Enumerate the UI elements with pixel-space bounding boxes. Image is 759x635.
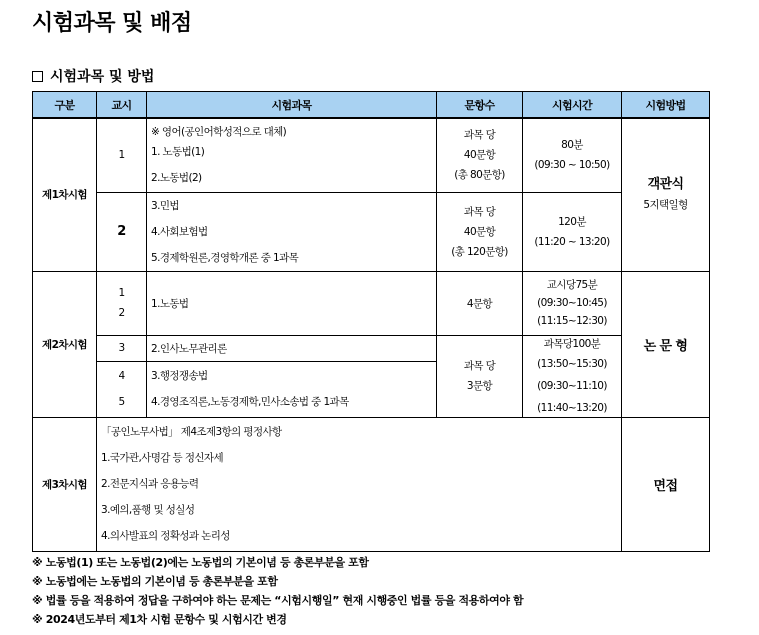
round2-subjects-3-4: 3.행정쟁송법 4.경영조직론,노동경제학,민사소송법 중 1과목 xyxy=(147,361,437,417)
header-time: 시험시간 xyxy=(523,92,622,119)
round1-label: 제1차시험 xyxy=(33,118,97,271)
section-title: 시험과목 및 방법 xyxy=(50,69,155,85)
round2-time-1: 교시당75분 (09:30~10:45) (11:15~12:30) xyxy=(523,271,622,335)
round2-time-rest: 과목당100분 (13:50~15:30) (09:30~11:10) (11:40~13:20) xyxy=(523,335,622,417)
page-title: 시험과목 및 배점 xyxy=(32,11,192,36)
table-row xyxy=(33,417,710,551)
exam-table xyxy=(32,91,710,552)
note-2: ※ 노동법에는 노동법의 기본이념 등 총론부분을 포함 xyxy=(32,575,278,588)
round1-period2-time: 120분 (11:20 ~ 13:20) xyxy=(523,192,622,271)
note-3: ※ 법률 등을 적용하여 정답을 구하여야 하는 문제는 “시험시행일” 현재 시행중인 법률 등을 적용하여야 함 xyxy=(32,594,524,607)
round3-method: 면접 xyxy=(622,417,710,551)
round2-subject-1: 1.노동법 xyxy=(147,271,437,335)
round2-subject-2: 2.인사노무관리론 xyxy=(147,335,437,361)
round1-method: 객관식 5지택일형 xyxy=(622,118,710,271)
table-header-row xyxy=(33,92,710,119)
round1-period1-count: 과목 당 40문항 (총 80문항) xyxy=(437,118,523,192)
header-period: 교시 xyxy=(97,92,147,119)
square-bullet-icon xyxy=(32,71,43,82)
round3-label: 제3차시험 xyxy=(33,417,97,551)
round1-period2-count: 과목 당 40문항 (총 120문항) xyxy=(437,192,523,271)
note-1: ※ 노동법(1) 또는 노동법(2)에는 노동법의 기본이념 등 총론부분을 포함 xyxy=(32,556,369,569)
round3-criteria: 「공인노무사법」 제4조제3항의 평정사항 1.국가관,사명감 등 정신자세 2.전문지식과 응용능력 3.예의,품행 및 성실성 4.의사발표의 정확성과 논리성 xyxy=(97,417,622,551)
header-method: 시험방법 xyxy=(622,92,710,119)
round2-label: 제2차시험 xyxy=(33,271,97,417)
table-row xyxy=(33,271,710,335)
header-subject: 시험과목 xyxy=(147,92,437,119)
note-4: ※ 2024년도부터 제1차 시험 문항수 및 시험시간 변경 xyxy=(32,613,287,626)
round1-period1-time: 80분 (09:30 ~ 10:50) xyxy=(523,118,622,192)
section-heading xyxy=(32,66,154,86)
round2-method: 논 문 형 xyxy=(622,271,710,417)
table-row xyxy=(33,118,710,192)
table-row xyxy=(33,192,710,271)
round2-count-rest: 과목 당 3문항 xyxy=(437,335,523,417)
table-row xyxy=(33,335,710,361)
header-count: 문항수 xyxy=(437,92,523,119)
round1-period1-subjects: ※ 영어(공인어학성적으로 대체) 1. 노동법(1) 2.노동법(2) xyxy=(147,118,437,192)
notes xyxy=(32,553,523,629)
header-category: 구분 xyxy=(33,92,97,119)
round2-periods-1-2: 1 2 xyxy=(97,271,147,335)
round2-period3: 3 xyxy=(97,335,147,361)
round1-period2-subjects: 3.민법 4.사회보험법 5.경제학원론,경영학개론 중 1과목 xyxy=(147,192,437,271)
round2-periods-4-5: 4 5 xyxy=(97,361,147,417)
round2-count-1: 4문항 xyxy=(437,271,523,335)
round1-period1: 1 xyxy=(97,118,147,192)
round1-period2: 2 xyxy=(97,192,147,271)
